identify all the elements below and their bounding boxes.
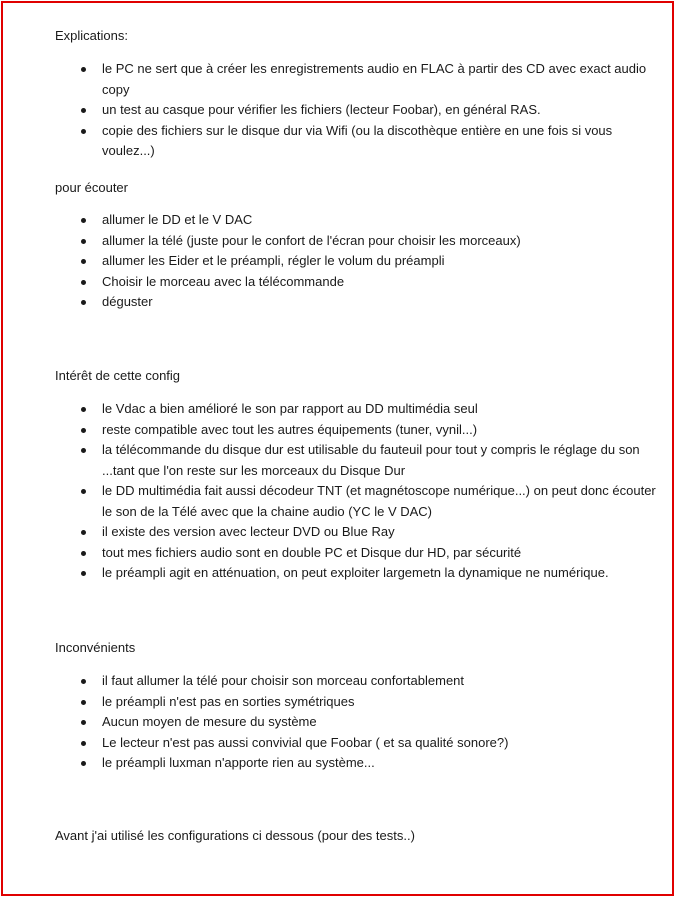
list-item: allumer les Eider et le préampli, régler le volum du préampli <box>3 251 676 272</box>
list-item: le préampli n'est pas en sorties symétriques <box>3 692 676 713</box>
bullet-icon <box>81 448 86 453</box>
list-item: le préampli luxman n'apporte rien au système... <box>3 753 676 774</box>
list-item: le préampli agit en atténuation, on peut exploiter largemetn la dynamique ne numérique. <box>3 563 676 584</box>
list-explications <box>3 59 676 162</box>
bullet-icon <box>81 108 86 113</box>
bullet-icon <box>81 67 86 72</box>
document-page <box>1 1 674 896</box>
list-item: déguster <box>3 292 676 313</box>
bullet-icon <box>81 679 86 684</box>
bullet-icon <box>81 259 86 264</box>
heading-interet: Intérêt de cette config <box>55 368 181 383</box>
bullet-icon <box>81 551 86 556</box>
list-item: tout mes fichiers audio sont en double PC et Disque dur HD, par sécurité <box>3 543 676 564</box>
bullet-icon <box>81 218 86 223</box>
bullet-icon <box>81 489 86 494</box>
bullet-icon <box>81 407 86 412</box>
bullet-icon <box>81 280 86 285</box>
heading-pour-ecouter: pour écouter <box>55 180 128 195</box>
bullet-icon <box>81 300 86 305</box>
list-item: le PC ne sert que à créer les enregistrements audio en FLAC à partir des CD avec exact audio copy <box>3 59 676 100</box>
list-item: il existe des version avec lecteur DVD ou Blue Ray <box>3 522 676 543</box>
footer-text: Avant j'ai utilisé les configurations ci dessous (pour des tests..) <box>55 828 415 843</box>
bullet-icon <box>81 700 86 705</box>
list-item: allumer la télé (juste pour le confort de l'écran pour choisir les morceaux) <box>3 231 676 252</box>
list-item: le DD multimédia fait aussi décodeur TNT (et magnétoscope numérique...) on peut donc écouter le son de la Télé avec que la chaine audio (YC le V DAC) <box>3 481 676 522</box>
list-item: copie des fichiers sur le disque dur via Wifi (ou la discothèque entière en une fois si vous voulez...) <box>3 121 676 162</box>
list-item: Choisir le morceau avec la télécommande <box>3 272 676 293</box>
bullet-icon <box>81 530 86 535</box>
heading-inconvenients: Inconvénients <box>55 640 136 655</box>
list-interet <box>3 399 676 584</box>
bullet-icon <box>81 129 86 134</box>
list-item: il faut allumer la télé pour choisir son morceau confortablement <box>3 671 676 692</box>
list-item: reste compatible avec tout les autres équipements (tuner, vynil...) <box>3 420 676 441</box>
list-pour-ecouter <box>3 210 676 313</box>
list-item: la télécommande du disque dur est utilisable du fauteuil pour tout y compris le réglage du son ...tant que l'on reste sur les morceaux du Disque Dur <box>3 440 676 481</box>
bullet-icon <box>81 239 86 244</box>
bullet-icon <box>81 741 86 746</box>
bullet-icon <box>81 761 86 766</box>
list-item: un test au casque pour vérifier les fichiers (lecteur Foobar), en général RAS. <box>3 100 676 121</box>
bullet-icon <box>81 428 86 433</box>
bullet-icon <box>81 571 86 576</box>
list-inconvenients <box>3 671 676 774</box>
heading-explications: Explications: <box>55 28 128 43</box>
bullet-icon <box>81 720 86 725</box>
list-item: Aucun moyen de mesure du système <box>3 712 676 733</box>
list-item: le Vdac a bien amélioré le son par rapport au DD multimédia seul <box>3 399 676 420</box>
list-item: Le lecteur n'est pas aussi convivial que Foobar ( et sa qualité sonore?) <box>3 733 676 754</box>
list-item: allumer le DD et le V DAC <box>3 210 676 231</box>
